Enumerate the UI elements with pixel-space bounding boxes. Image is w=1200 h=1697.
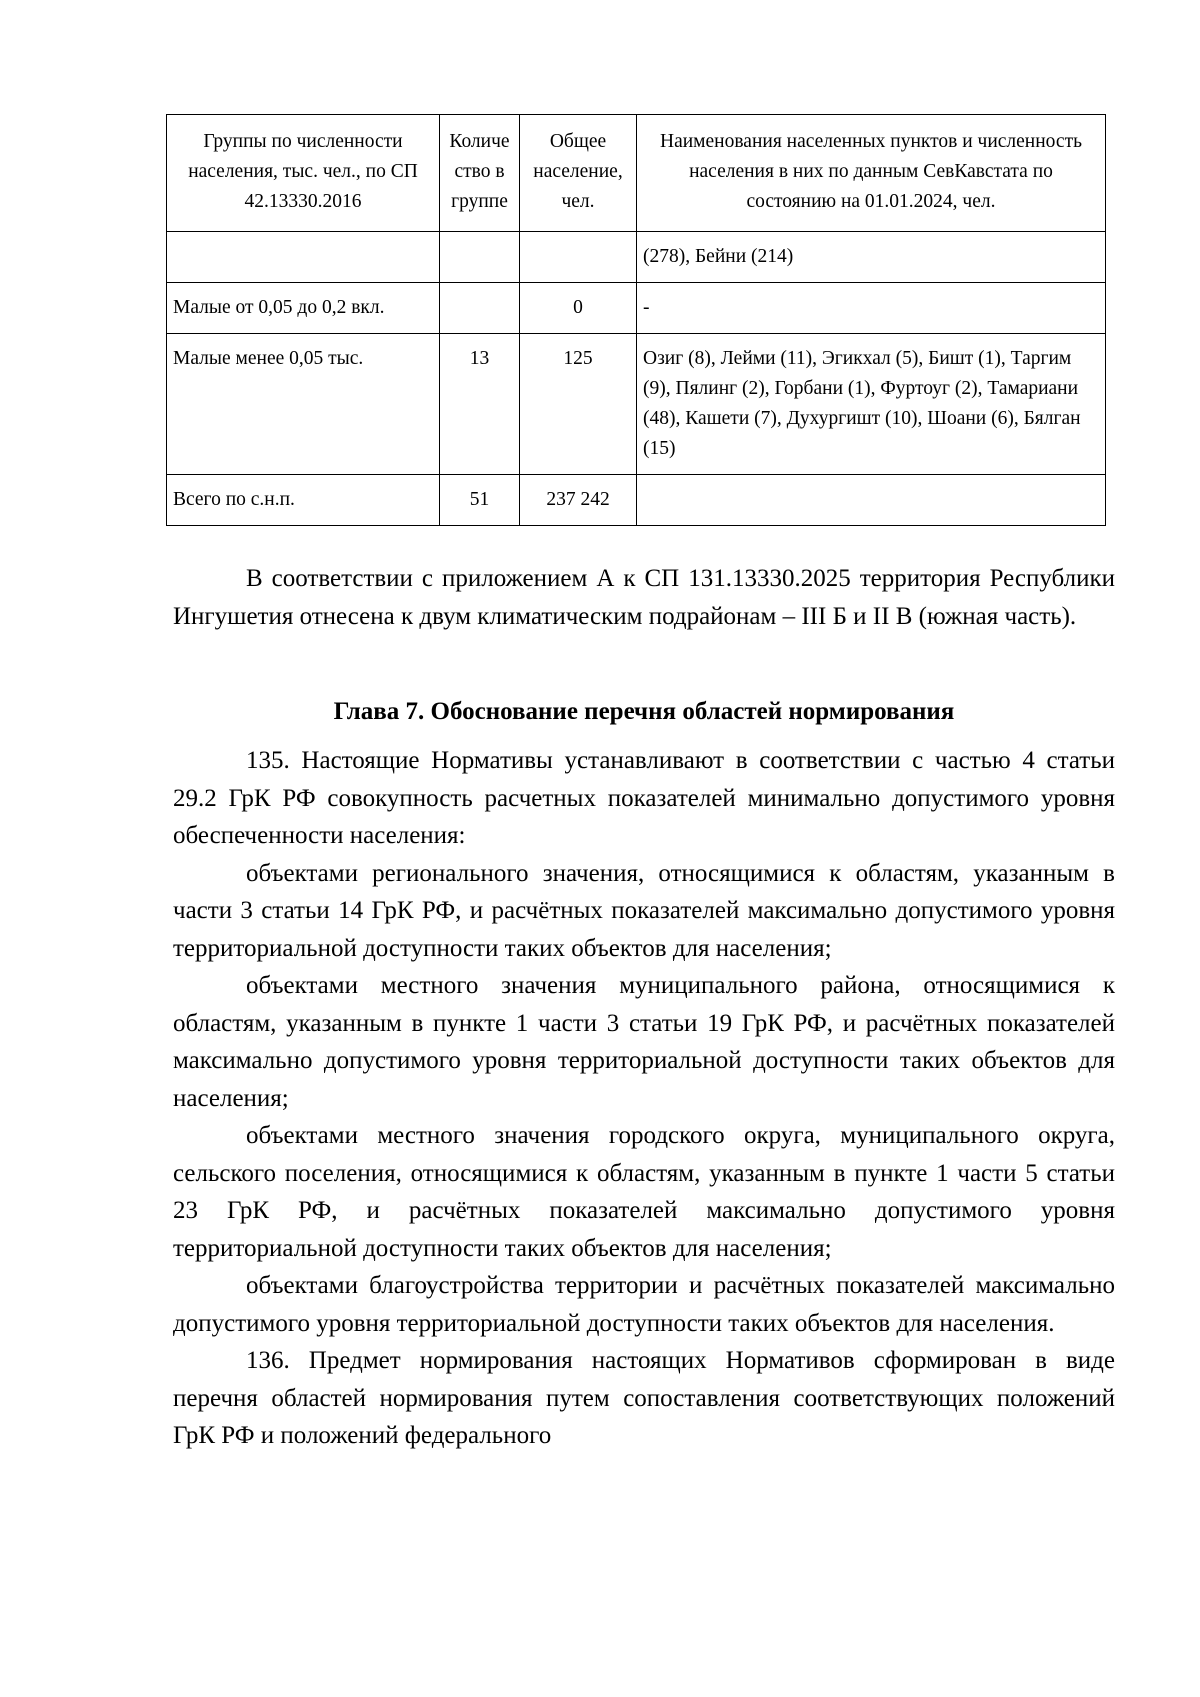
cell-count xyxy=(440,283,520,334)
cell-population xyxy=(520,232,637,283)
cell-count: 13 xyxy=(440,334,520,475)
table-row xyxy=(167,475,1106,526)
list-item-landscaping: объектами благоустройства территории и расчётных показателей максимально допустимого уровня территориальной доступности таких объектов для населения. xyxy=(173,1272,1115,1337)
list-item-city-district: объектами местного значения городского округа, муниципального округа, сельского поселения, относящимися к областям, указанным в пункте 1 части 5 статьи 23 ГрК РФ, и расчётных показателей максимально допустимого уровня территориальной доступности таких объектов для населения; xyxy=(173,1122,1115,1262)
table-row xyxy=(167,334,1106,475)
paragraph-135: 135. Настоящие Нормативы устанавливают в соответствии с частью 4 статьи 29.2 ГрК РФ совокупность расчетных показателей минимально допустимого уровня обеспеченности населения: xyxy=(173,747,1115,849)
cell-population: 125 xyxy=(520,334,637,475)
cell-group: Малые от 0,05 до 0,2 вкл. xyxy=(167,283,440,334)
cell-names: (278), Бейни (214) xyxy=(637,232,1106,283)
cell-group: Малые менее 0,05 тыс. xyxy=(167,334,440,475)
header-names: Наименования населенных пунктов и численность населения в них по данным СевКавстата по состоянию на 01.01.2024, чел. xyxy=(637,115,1106,232)
cell-count xyxy=(440,232,520,283)
header-group: Группы по численности населения, тыс. чел., по СП 42.13330.2016 xyxy=(167,115,440,232)
cell-population: 0 xyxy=(520,283,637,334)
population-table xyxy=(166,114,1106,526)
cell-population: 237 242 xyxy=(520,475,637,526)
paragraph-136: 136. Предмет нормирования настоящих Нормативов сформирован в виде перечня областей нормирования путем сопоставления соответствующих положений ГрК РФ и положений федерального xyxy=(173,1347,1115,1449)
table-header-row xyxy=(167,115,1106,232)
cell-names: Озиг (8), Лейми (11), Эгикхал (5), Бишт (1), Таргим (9), Пялинг (2), Горбани (1), Фуртоуг (2), Тамариани (48), Кашети (7), Духургишт (10), Шоани (6), Бялган (15) xyxy=(637,334,1106,475)
list-item-municipal-district: объектами местного значения муниципального района, относящимися к областям, указанным в пункте 1 части 3 статьи 19 ГрК РФ, и расчётных показателей максимально допустимого уровня территориальной доступности таких объектов для населения; xyxy=(173,972,1115,1112)
header-population: Общее население, чел. xyxy=(520,115,637,232)
table-row xyxy=(167,232,1106,283)
chapter-heading: Глава 7. Обоснование перечня областей нормирования xyxy=(333,698,955,725)
cell-group xyxy=(167,232,440,283)
cell-names: - xyxy=(637,283,1106,334)
climate-paragraph: В соответствии с приложением А к СП 131.13330.2025 территория Республики Ингушетия отнесена к двум климатическим подрайонам – III Б и II В (южная часть). xyxy=(173,565,1115,630)
header-count: Количе ство в группе xyxy=(440,115,520,232)
chapter-body xyxy=(173,742,1115,1455)
cell-count: 51 xyxy=(440,475,520,526)
list-item-regional: объектами регионального значения, относящимися к областям, указанным в части 3 статьи 14 ГрК РФ, и расчётных показателей максимально допустимого уровня территориальной доступности таких объектов для населения; xyxy=(173,859,1115,962)
cell-group: Всего по с.н.п. xyxy=(167,475,440,526)
climate-section xyxy=(173,560,1115,635)
table-row xyxy=(167,283,1106,334)
cell-names xyxy=(637,475,1106,526)
